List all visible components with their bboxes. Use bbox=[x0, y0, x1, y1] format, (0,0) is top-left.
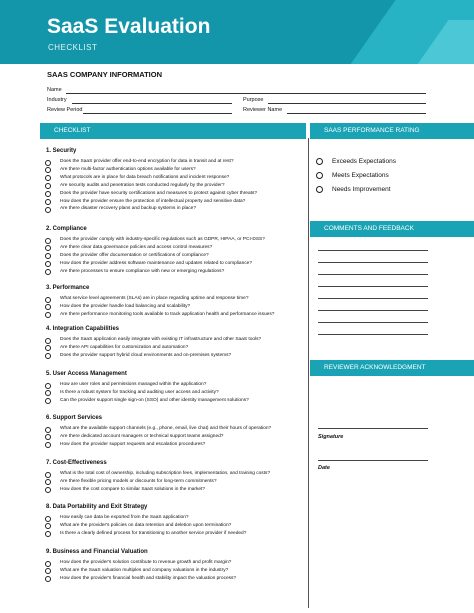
comment-line[interactable] bbox=[318, 286, 428, 287]
checklist-question: Does the provider support hybrid cloud environments and on-premises systems? bbox=[60, 352, 232, 358]
checklist-question: What are the SaaS valuation multiples and company valuations in the industry? bbox=[60, 567, 229, 573]
checklist-question: What are the available support channels (e.g., phone, email, live chat) and their hours of operation? bbox=[60, 426, 272, 431]
purpose-label: Purpose bbox=[243, 97, 264, 103]
checklist-question: Are there multi-factor authentication options available for users? bbox=[60, 166, 196, 172]
date-line[interactable] bbox=[318, 460, 428, 461]
comments-bar: COMMENTS AND FEEDBACK bbox=[310, 221, 474, 237]
radio-icon[interactable] bbox=[45, 269, 51, 275]
reviewer-name-label: Reviewer Name bbox=[243, 107, 283, 113]
industry-label: Industry bbox=[47, 97, 67, 103]
checklist-question: How are user roles and permissions managed within the application? bbox=[60, 382, 207, 387]
comment-line[interactable] bbox=[318, 274, 428, 275]
section-title: 7. Cost-Effectiveness bbox=[46, 460, 107, 466]
comment-line[interactable] bbox=[318, 298, 428, 299]
checklist-question: Does the provider comply with industry-specific regulations such as GDPR, HIPAA, or PCI-DSS? bbox=[60, 237, 265, 242]
rating-label: Needs Improvement bbox=[332, 186, 391, 193]
radio-icon[interactable] bbox=[45, 479, 51, 485]
checklist-question: What protocols are in place for data breach notifications and incident response? bbox=[60, 174, 230, 180]
signature-line[interactable] bbox=[318, 428, 428, 429]
radio-icon[interactable] bbox=[45, 568, 51, 574]
comment-line[interactable] bbox=[318, 334, 428, 335]
checklist-question: How does the provider's solution contribute to revenue growth and profit margin? bbox=[60, 560, 232, 565]
radio-icon[interactable] bbox=[45, 191, 51, 197]
radio-icon[interactable] bbox=[45, 434, 51, 440]
checklist-question: Does the SaaS application easily integrate with existing IT infrastructure and other SaaS tools? bbox=[60, 337, 262, 342]
industry-field[interactable] bbox=[47, 97, 67, 103]
radio-icon[interactable] bbox=[316, 186, 323, 193]
checklist-question: Does the SaaS provider offer end-to-end encryption for data in transit and at rest? bbox=[60, 159, 234, 164]
comment-line[interactable] bbox=[318, 250, 428, 251]
review-period-label: Review Period bbox=[47, 107, 83, 113]
section-title: 8. Data Portability and Exit Strategy bbox=[46, 504, 148, 510]
radio-icon[interactable] bbox=[45, 304, 51, 310]
purpose-field[interactable] bbox=[243, 97, 264, 103]
radio-icon[interactable] bbox=[45, 261, 51, 267]
acknowledgment-bar: REVIEWER ACKNOWLEDGMENT bbox=[310, 360, 474, 376]
radio-icon[interactable] bbox=[45, 427, 51, 433]
checklist-question: Can the provider support single sign-on (SSO) and other identity management solutions? bbox=[60, 397, 249, 403]
radio-icon[interactable] bbox=[45, 516, 51, 522]
rating-label: Exceeds Expectations bbox=[332, 158, 396, 165]
radio-icon[interactable] bbox=[45, 472, 51, 478]
radio-icon[interactable] bbox=[45, 167, 51, 173]
comment-line[interactable] bbox=[318, 262, 428, 263]
checklist-question: Are there dedicated account managers or technical support teams assigned? bbox=[60, 433, 224, 439]
rating-label: Meets Expectations bbox=[332, 172, 389, 179]
radio-icon[interactable] bbox=[45, 345, 51, 351]
radio-icon[interactable] bbox=[45, 383, 51, 389]
checklist-question: Are security audits and penetration tests conducted regularly by the provider? bbox=[60, 182, 225, 188]
checklist-question: How does the provider ensure the protection of intellectual property and sensitive data? bbox=[60, 198, 246, 204]
checklist-question: How does the provider support requests and escalation procedures? bbox=[60, 441, 206, 447]
review-period-field[interactable] bbox=[47, 107, 82, 113]
radio-icon[interactable] bbox=[45, 312, 51, 318]
section-title: 2. Compliance bbox=[46, 226, 87, 232]
radio-icon[interactable] bbox=[45, 297, 51, 303]
checklist-question: Are there clear data governance policies and access control measures? bbox=[60, 244, 213, 250]
section-title: 5. User Access Management bbox=[46, 371, 127, 377]
radio-icon[interactable] bbox=[45, 245, 51, 251]
checklist-question: What is the total cost of ownership, including subscription fees, implementation, and training costs? bbox=[60, 471, 271, 476]
radio-icon[interactable] bbox=[45, 175, 51, 181]
company-info-heading: SAAS COMPANY INFORMATION bbox=[47, 70, 163, 79]
section-title: 1. Security bbox=[46, 148, 77, 154]
checklist-question: What service level agreements (SLAs) are in place regarding uptime and response time? bbox=[60, 296, 249, 301]
signature-label: Signature bbox=[318, 434, 344, 440]
comment-line[interactable] bbox=[318, 310, 428, 311]
name-label: Name bbox=[47, 87, 62, 93]
comment-line[interactable] bbox=[318, 322, 428, 323]
radio-icon[interactable] bbox=[45, 199, 51, 205]
checklist-question: How easily can data be exported from the SaaS application? bbox=[60, 515, 189, 520]
checklist-question: How does the provider address software maintenance and updates related to compliance? bbox=[60, 260, 252, 266]
checklist-question: Does the provider offer documentation or certifications of compliance? bbox=[60, 252, 209, 258]
radio-icon[interactable] bbox=[45, 353, 51, 359]
date-label: Date bbox=[318, 465, 330, 471]
radio-icon[interactable] bbox=[45, 576, 51, 582]
checklist-question: Are there flexible pricing models or discounts for long-term commitments? bbox=[60, 478, 217, 484]
radio-icon[interactable] bbox=[45, 561, 51, 567]
checklist-question: Is there a clearly defined process for transitioning to another service provider if needed? bbox=[60, 530, 247, 536]
name-field[interactable] bbox=[47, 87, 62, 93]
rating-bar: SAAS PERFORMANCE RATING bbox=[310, 123, 474, 139]
checklist-question: Is there a robust system for tracking and auditing user access and activity? bbox=[60, 389, 219, 395]
checklist-question: Are there processes to ensure compliance with new or emerging regulations? bbox=[60, 268, 225, 274]
header-banner bbox=[0, 0, 474, 64]
section-title: 9. Business and Financial Valuation bbox=[46, 549, 148, 555]
section-title: 4. Integration Capabilities bbox=[46, 326, 120, 332]
radio-icon[interactable] bbox=[45, 338, 51, 344]
radio-icon[interactable] bbox=[45, 183, 51, 189]
checklist-question: How does the provider's financial health and stability impact the valuation process? bbox=[60, 575, 237, 581]
column-divider bbox=[308, 138, 309, 608]
radio-icon[interactable] bbox=[45, 207, 51, 213]
checklist-question: Are there disaster recovery plans and backup systems in place? bbox=[60, 206, 196, 212]
page-title: SaaS Evaluation bbox=[47, 15, 211, 38]
page-subtitle: CHECKLIST bbox=[48, 43, 98, 52]
radio-icon[interactable] bbox=[45, 531, 51, 537]
radio-icon[interactable] bbox=[45, 238, 51, 244]
radio-icon[interactable] bbox=[45, 442, 51, 448]
radio-icon[interactable] bbox=[45, 390, 51, 396]
checklist-question: What are the provider's policies on data retention and deletion upon termination? bbox=[60, 522, 232, 528]
checklist-question: Does the provider have security certifications and measures to protect against cyber threats? bbox=[60, 190, 258, 196]
radio-icon[interactable] bbox=[45, 487, 51, 493]
reviewer-name-field[interactable] bbox=[243, 107, 282, 113]
radio-icon[interactable] bbox=[45, 398, 51, 404]
radio-icon[interactable] bbox=[45, 523, 51, 529]
radio-icon[interactable] bbox=[316, 172, 323, 179]
radio-icon[interactable] bbox=[316, 158, 323, 165]
checklist-bar: CHECKLIST bbox=[40, 123, 306, 139]
checklist-question: Are there API capabilities for customization and automation? bbox=[60, 344, 189, 350]
section-title: 6. Support Services bbox=[46, 415, 103, 421]
checklist-question: How does the cost compare to similar SaaS solutions in the market? bbox=[60, 486, 206, 492]
checklist-question: How does the provider handle load balancing and scalability? bbox=[60, 303, 191, 309]
radio-icon[interactable] bbox=[45, 253, 51, 259]
section-title: 3. Performance bbox=[46, 285, 90, 291]
radio-icon[interactable] bbox=[45, 160, 51, 166]
checklist-question: Are there performance monitoring tools available to track application health and performance issues? bbox=[60, 311, 275, 317]
